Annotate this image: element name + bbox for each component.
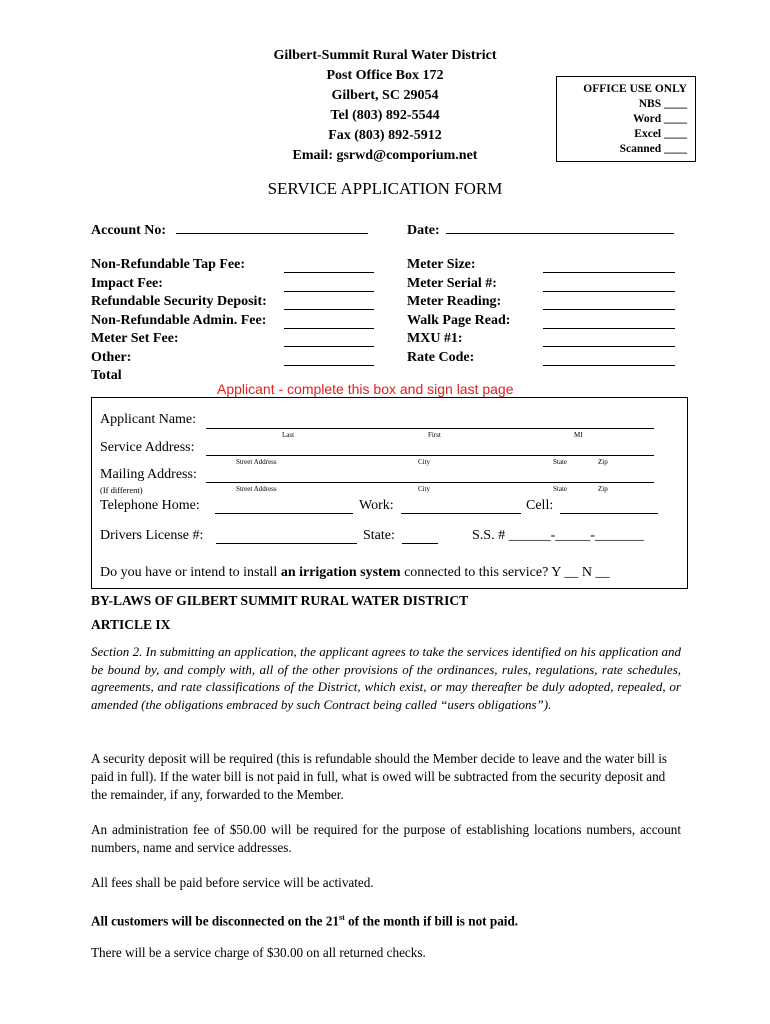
- admin-fee-label: Non-Refundable Admin. Fee:: [91, 313, 267, 328]
- fax: Fax (803) 892-5912: [328, 128, 442, 143]
- admin-fee-field[interactable]: [284, 327, 374, 329]
- service-zip-caption: Zip: [598, 458, 608, 466]
- applicant-note: Applicant - complete this box and sign last page: [213, 381, 518, 397]
- meter-reading-field[interactable]: [543, 308, 675, 310]
- fees-paid-text: All fees shall be paid before service will be activated.: [91, 875, 374, 890]
- meter-serial-field[interactable]: [543, 290, 675, 292]
- office-use-word: Word ____: [633, 113, 687, 125]
- mailing-zip-caption: Zip: [598, 485, 608, 493]
- office-use-title: OFFICE USE ONLY: [583, 83, 687, 95]
- rate-code-field[interactable]: [543, 364, 675, 366]
- admin-fee-text: An administration fee of $50.00 will be required for the purpose of establishing locations numbers, account numbers, name and service addresses.: [91, 822, 681, 855]
- article-heading: ARTICLE IX: [91, 617, 171, 632]
- total-label: Total: [91, 368, 122, 383]
- form-title: SERVICE APPLICATION FORM: [267, 179, 503, 198]
- disconnect-post: of the month if bill is not paid.: [344, 913, 519, 929]
- impact-fee-label: Impact Fee:: [91, 276, 163, 291]
- date-label: Date:: [407, 223, 440, 238]
- last-name-caption: Last: [282, 431, 295, 439]
- if-different-note: (If different): [100, 485, 143, 495]
- telephone-home-label: Telephone Home:: [100, 498, 200, 513]
- irrigation-text-post[interactable]: connected to this service? Y __ N __: [400, 565, 610, 580]
- irrigation-question: [100, 565, 609, 581]
- irrigation-text-pre: Do you have or intend to install: [100, 565, 281, 580]
- security-deposit-label: Refundable Security Deposit:: [91, 294, 267, 309]
- work-phone-field[interactable]: [401, 512, 521, 514]
- mxu-field[interactable]: [543, 345, 675, 347]
- tap-fee-field[interactable]: [284, 271, 374, 273]
- cell-phone-label: Cell:: [526, 498, 554, 513]
- city-state-zip: Gilbert, SC 29054: [331, 88, 439, 103]
- telephone: Tel (803) 892-5544: [330, 108, 440, 123]
- service-address-label: Service Address:: [100, 440, 195, 455]
- account-no-field[interactable]: [176, 221, 368, 234]
- district-header: [185, 46, 585, 166]
- bylaws-heading: BY-LAWS OF GILBERT SUMMIT RURAL WATER DISTRICT: [91, 593, 469, 608]
- rate-code-label: Rate Code:: [407, 350, 475, 365]
- service-state-caption: State: [553, 458, 567, 466]
- other-fee-field[interactable]: [284, 364, 374, 366]
- dl-state-label: State:: [363, 528, 395, 543]
- security-deposit-field[interactable]: [284, 308, 374, 310]
- district-name: Gilbert-Summit Rural Water District: [273, 48, 497, 63]
- mailing-address-field[interactable]: [206, 481, 654, 483]
- meter-size-field[interactable]: [543, 271, 675, 273]
- impact-fee-field[interactable]: [284, 290, 374, 292]
- section-2-text: Section 2. In submitting an application, the applicant agrees to take the services identified on his application and be bound by, and comply with, all of the other provisions of the ordinances, rules, regulations, rate schedules, agreements, and rate classifications of the District, which exist, or may thereafter be duly adopted, repealed, or amended (the obligations embraced by such Contract being called “users obligations”).: [91, 644, 681, 713]
- meter-set-fee-label: Meter Set Fee:: [91, 331, 179, 346]
- date-field[interactable]: [446, 221, 674, 234]
- other-fee-label: Other:: [91, 350, 132, 365]
- mailing-address-label: Mailing Address:: [100, 467, 197, 482]
- meter-reading-label: Meter Reading:: [407, 294, 502, 309]
- irrigation-text-bold: an irrigation system: [280, 565, 401, 580]
- office-use-nbs: NBS ____: [638, 98, 687, 110]
- drivers-license-field[interactable]: [216, 542, 357, 544]
- ss-number-field[interactable]: S.S. # ______-_____-_______: [472, 528, 644, 543]
- service-charge-text: There will be a service charge of $30.00 on all returned checks.: [91, 945, 426, 960]
- mailing-state-caption: State: [553, 485, 567, 493]
- mi-caption: MI: [574, 431, 583, 439]
- mailing-street-caption: Street Address: [236, 485, 277, 493]
- mxu-label: MXU #1:: [407, 331, 463, 346]
- first-name-caption: First: [428, 431, 441, 439]
- email: Email: gsrwd@comporium.net: [292, 148, 478, 163]
- disconnect-text: [91, 909, 681, 930]
- meter-serial-label: Meter Serial #:: [407, 276, 497, 291]
- office-use-box: [556, 76, 696, 162]
- telephone-home-field[interactable]: [215, 512, 353, 514]
- walk-page-field[interactable]: [543, 327, 675, 329]
- mailing-city-caption: City: [418, 485, 431, 493]
- work-phone-label: Work:: [359, 498, 394, 513]
- account-no-label: Account No:: [91, 223, 167, 238]
- date-row: [407, 221, 674, 239]
- service-street-caption: Street Address: [236, 458, 277, 466]
- post-office-box: Post Office Box 172: [326, 68, 444, 83]
- account-no-row: [91, 221, 368, 239]
- disconnect-pre: All customers will be disconnected on the 21: [91, 913, 339, 929]
- applicant-name-field[interactable]: [206, 427, 654, 429]
- walk-page-label: Walk Page Read:: [407, 313, 511, 328]
- drivers-license-label: Drivers License #:: [100, 528, 204, 543]
- meter-size-label: Meter Size:: [407, 257, 476, 272]
- office-use-scanned: Scanned ____: [619, 143, 687, 155]
- dl-state-field[interactable]: [402, 542, 438, 544]
- applicant-name-label: Applicant Name:: [100, 412, 197, 427]
- service-city-caption: City: [418, 458, 431, 466]
- cell-phone-field[interactable]: [560, 512, 658, 514]
- security-deposit-text: A security deposit will be required (this is refundable should the Member decide to leave and the water bill is paid in full). If the water bill is not paid in full, what is owed will be subtracted from the security deposit and the remainder, if any, forwarded to the Member.: [91, 751, 668, 802]
- disconnect-sup: st: [339, 913, 345, 922]
- service-address-field[interactable]: [206, 454, 654, 456]
- office-use-excel: Excel ____: [634, 128, 687, 140]
- meter-set-fee-field[interactable]: [284, 345, 374, 347]
- tap-fee-label: Non-Refundable Tap Fee:: [91, 257, 246, 272]
